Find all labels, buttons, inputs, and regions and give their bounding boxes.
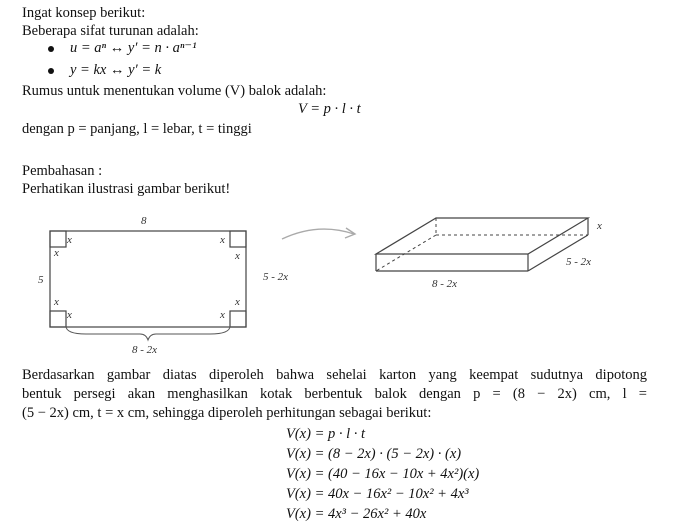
sheet-right-label: 5 - 2x xyxy=(263,271,289,283)
derivative-rule-linear: y = kx ↔ y′ = k xyxy=(70,62,162,78)
box-length-label: 8 - 2x xyxy=(432,278,458,290)
discussion-subtitle: Perhatikan ilustrasi gambar berikut! xyxy=(22,181,231,197)
box-hidden-edge xyxy=(376,235,436,271)
transform-arrow xyxy=(282,229,354,239)
derivation-step-5: V(x) = 4x³ − 26x² + 40x xyxy=(286,506,427,522)
sheet-left-label: 5 xyxy=(38,274,44,286)
volume-formula: V = p · l · t xyxy=(298,101,361,117)
formula-legend: dengan p = panjang, l = lebar, t = tinggi xyxy=(22,121,252,137)
sheet-top-label: 8 xyxy=(141,215,147,227)
corner-x-label: x xyxy=(235,250,240,262)
discussion-title: Pembahasan : xyxy=(22,163,103,179)
derivation-step-2: V(x) = (8 − 2x) · (5 − 2x) · (x) xyxy=(286,446,462,462)
box-width-label: 5 - 2x xyxy=(566,256,592,268)
volume-formula-label: Rumus untuk menentukan volume (V) balok adalah: xyxy=(22,83,327,99)
derivation-step-4: V(x) = 40x − 16x² − 10x² + 4x³ xyxy=(286,486,469,502)
bottom-brace xyxy=(66,326,230,340)
derivation-step-3: V(x) = (40 − 16x − 10x + 4x²)(x) xyxy=(286,466,480,482)
cardboard-sheet xyxy=(38,215,288,356)
illustration-figure xyxy=(0,204,677,364)
corner-x-label: x xyxy=(54,296,59,308)
corner-x-label: x xyxy=(54,247,59,259)
bullet-dot xyxy=(48,46,54,52)
derivative-rule-power: u = aⁿ ↔ y′ = n · aⁿ⁻¹ xyxy=(70,40,197,56)
corner-square xyxy=(230,311,246,327)
paragraph-line-2: bentuk persegi akan menghasilkan kotak berbentuk balok dengan p = (8 − 2x) cm, l = xyxy=(22,386,647,402)
paragraph-line-3: (5 − 2x) cm, t = x cm, sehingga diperoleh perhitungan sebagai berikut: xyxy=(22,405,432,421)
box-height-label: x xyxy=(597,220,602,232)
box-drawing xyxy=(376,218,602,290)
corner-square xyxy=(50,311,66,327)
derivative-properties-label: Beberapa sifat turunan adalah: xyxy=(22,23,199,39)
derivation-step-1: V(x) = p · l · t xyxy=(286,426,366,442)
corner-x-label: x xyxy=(220,309,225,321)
corner-square xyxy=(230,231,246,247)
sheet-bottom-label: 8 - 2x xyxy=(132,344,158,356)
sheet-outline xyxy=(50,231,246,327)
corner-x-label: x xyxy=(235,296,240,308)
bullet-dot xyxy=(48,68,54,74)
box-top-face xyxy=(376,218,588,254)
intro-heading: Ingat konsep berikut: xyxy=(22,5,146,21)
paragraph-line-1: Berdasarkan gambar diatas diperoleh bahwa sehelai karton yang keempat sudutnya dipotong xyxy=(22,367,647,383)
corner-x-label: x xyxy=(67,309,72,321)
corner-x-label: x xyxy=(220,234,225,246)
corner-x-label: x xyxy=(67,234,72,246)
corner-square xyxy=(50,231,66,247)
